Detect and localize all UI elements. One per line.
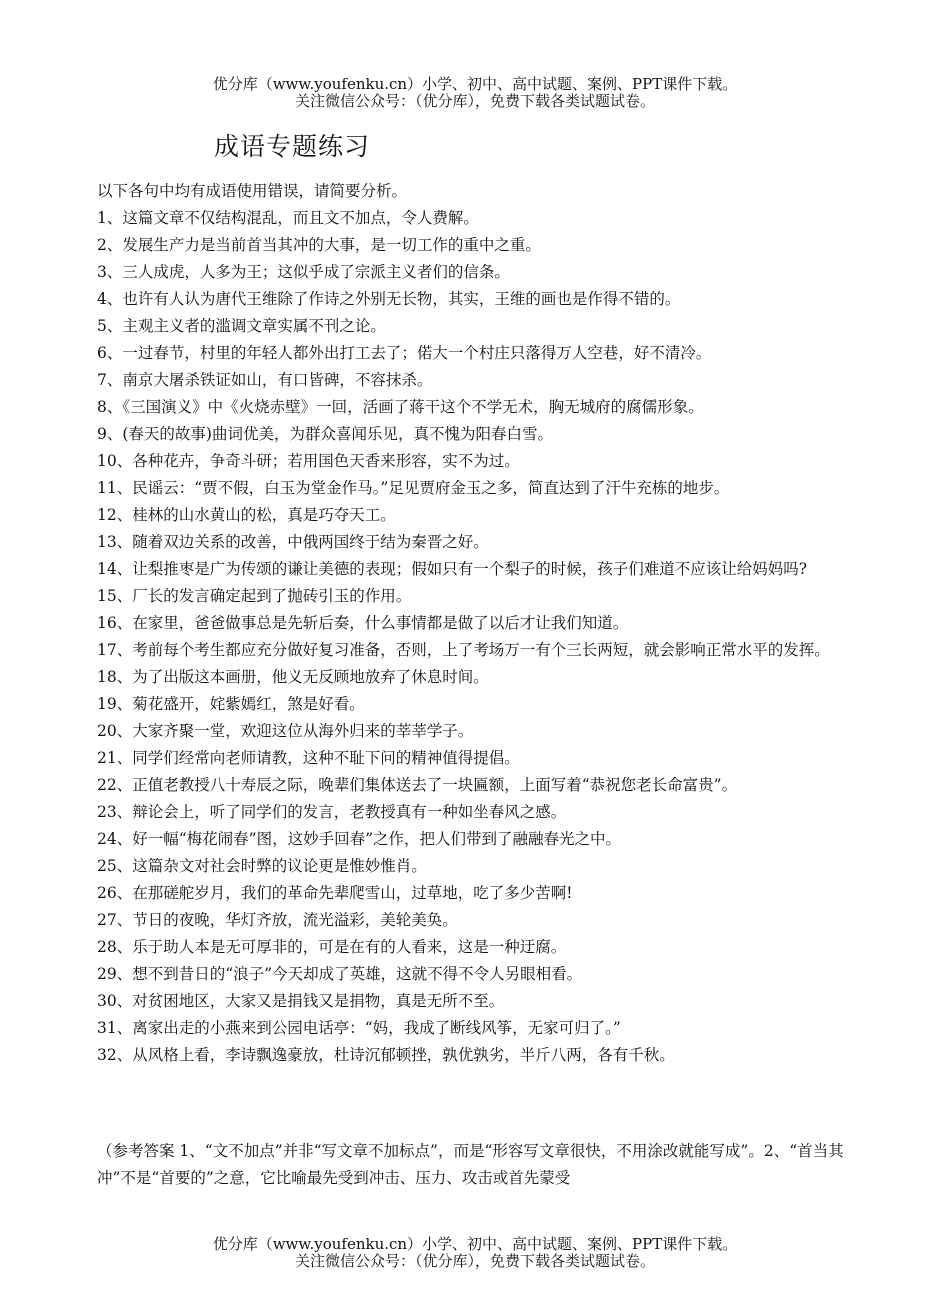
- question-item: 31、离家出走的小燕来到公园电话亭：“妈，我成了断线风筝，无家可归了。”: [97, 1019, 621, 1037]
- question-item: 2、发展生产力是当前首当其冲的大事，是一切工作的重中之重。: [97, 236, 541, 254]
- footer-line-2: 关注微信公众号：（优分库），免费下载各类试题试卷。: [294, 1252, 655, 1270]
- page-footer: [0, 1236, 950, 1270]
- question-item: 24、好一幅“梅花闹春”图，这妙手回春”之作，把人们带到了融融春光之中。: [97, 830, 621, 848]
- question-item: 1、这篇文章不仅结构混乱，而且文不加点，令人费解。: [97, 209, 479, 227]
- header-line-2: 关注微信公众号：（优分库），免费下载各类试题试卷。: [294, 92, 655, 110]
- question-item: 8、《三国演义》中《火烧赤壁》一回，活画了蒋干这个不学无术，胸无城府的腐儒形象。: [97, 398, 704, 416]
- exercise-body: [97, 178, 857, 1069]
- question-item: 9、(春天的故事)曲词优美，为群众喜闻乐见，真不愧为阳春白雪。: [97, 425, 553, 443]
- header-line-1: 优分库（www.youfenku.cn）小学、初中、高中试题、案例、PPT课件下载。: [212, 75, 738, 93]
- question-item: 23、辩论会上，听了同学们的发言，老教授真有一种如坐春风之感。: [97, 803, 567, 821]
- question-item: 25、这篇杂文对社会时弊的议论更是惟妙惟肖。: [97, 857, 427, 875]
- question-item: 30、对贫困地区，大家又是捐钱又是捐物，真是无所不至。: [97, 992, 505, 1010]
- question-item: 5、主观主义者的滥调文章实属不刊之论。: [97, 317, 386, 335]
- reference-answer: （参考答案 1、“文不加点”并非“写文章不加标点”，而是“形容写文章很快，不用涂改就能写成”。2、“首当其冲”不是“首要的”之意，它比喻最先受到冲击、压力、攻击或首先蒙受: [97, 1142, 844, 1187]
- page-header: [0, 76, 950, 110]
- question-item: 20、大家齐聚一堂，欢迎这位从海外归来的莘莘学子。: [97, 722, 474, 740]
- question-item: 19、菊花盛开，姹紫嫣红，煞是好看。: [97, 695, 365, 713]
- question-item: 16、在家里，爸爸做事总是先斩后奏，什么事情都是做了以后才让我们知道。: [97, 614, 629, 632]
- question-item: 11、民谣云：“贾不假，白玉为堂金作马。”足见贾府金玉之多，简直达到了汗牛充栋的地步。: [97, 479, 730, 497]
- question-item: 7、南京大屠杀铁证如山，有口皆碑，不容抹杀。: [97, 371, 433, 389]
- question-item: 12、桂林的山水黄山的松，真是巧夺天工。: [97, 506, 396, 524]
- instruction: 以下各句中均有成语使用错误，请简要分析。: [97, 182, 408, 200]
- question-item: 21、同学们经常向老师请教，这种不耻下问的精神值得提倡。: [97, 749, 520, 767]
- question-item: 6、一过春节，村里的年轻人都外出打工去了；偌大一个村庄只落得万人空巷，好不清冷。: [97, 344, 712, 362]
- question-item: 29、想不到昔日的“浪子”今天却成了英雄，这就不得不令人另眼相看。: [97, 965, 583, 983]
- question-item: 22、正值老教授八十寿辰之际，晚辈们集体送去了一块匾额，上面写着“恭祝您老长命富贵”。: [97, 776, 738, 794]
- question-item: 14、让梨推枣是广为传颂的谦让美德的表现；假如只有一个梨子的时候，孩子们难道不应该让给妈妈吗?: [97, 560, 808, 578]
- page-title: 成语专题练习: [214, 132, 371, 161]
- question-item: 26、在那磋舵岁月，我们的革命先辈爬雪山，过草地，吃了多少苦啊!: [97, 884, 573, 902]
- question-item: 18、为了出版这本画册，他义无反顾地放弃了休息时间。: [97, 668, 489, 686]
- question-item: 28、乐于助人本是无可厚非的，可是在有的人看来，这是一种迂腐。: [97, 938, 567, 956]
- question-item: 4、也许有人认为唐代王维除了作诗之外别无长物，其实，王维的画也是作得不错的。: [97, 290, 681, 308]
- question-item: 3、三人成虎，人多为王；这似乎成了宗派主义者们的信条。: [97, 263, 510, 281]
- question-item: 15、厂长的发言确定起到了抛砖引玉的作用。: [97, 587, 412, 605]
- question-item: 27、节日的夜晚，华灯齐放，流光溢彩，美轮美奂。: [97, 911, 458, 929]
- question-item: 10、各种花卉，争奇斗研；若用国色天香来形容，实不为过。: [97, 452, 520, 470]
- question-item: 13、随着双边关系的改善，中俄两国终于结为秦晋之好。: [97, 533, 489, 551]
- question-item: 32、从风格上看，李诗飘逸豪放，杜诗沉郁顿挫，孰优孰劣，半斤八两，各有千秋。: [97, 1046, 675, 1064]
- footer-line-1: 优分库（www.youfenku.cn）小学、初中、高中试题、案例、PPT课件下载。: [212, 1235, 738, 1253]
- question-item: 17、考前每个考生都应充分做好复习准备，否则，上了考场万一有个三长两短，就会影响正常水平的发挥。: [97, 641, 830, 659]
